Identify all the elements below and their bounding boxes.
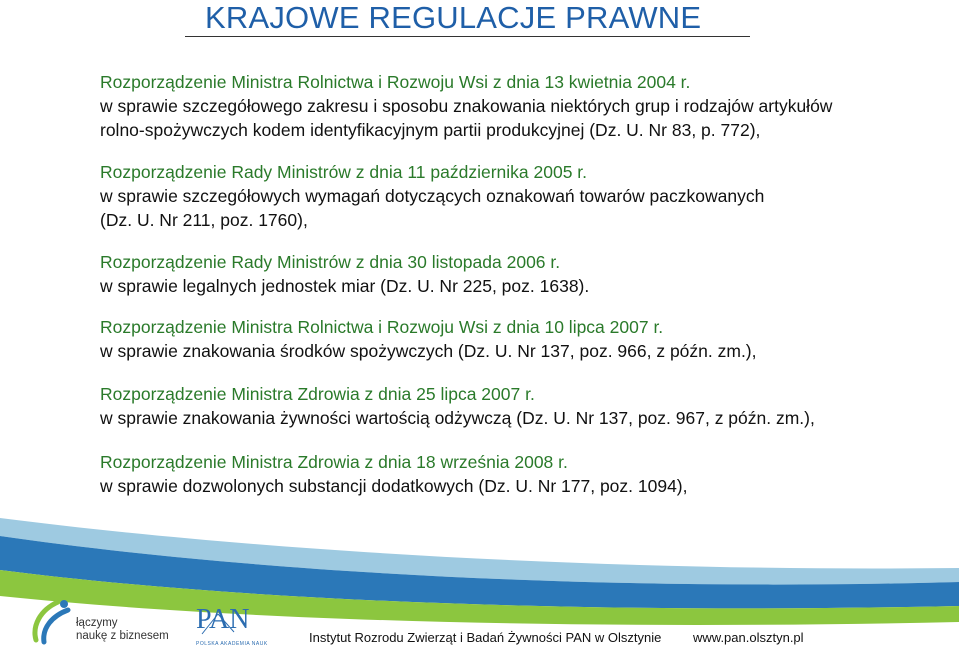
pan-logo-text: PAN <box>196 604 250 635</box>
regulation-heading: Rozporządzenie Ministra Zdrowia z dnia 25 lipca 2007 r. <box>100 384 535 404</box>
page-title: KRAJOWE REGULACJE PRAWNE <box>205 0 702 35</box>
pan-logo-icon <box>196 600 254 640</box>
regulation-entry <box>100 382 815 430</box>
regulation-entry <box>100 250 589 298</box>
regulation-description: w sprawie szczegółowych wymagań dotyczących oznakowań towarów paczkowanych (Dz. U. Nr 211, poz. 1760), <box>100 186 765 230</box>
title-underline <box>185 36 750 37</box>
regulation-heading: Rozporządzenie Ministra Rolnictwa i Rozwoju Wsi z dnia 13 kwietnia 2004 r. <box>100 72 691 92</box>
laczymy-logo-icon <box>30 596 74 648</box>
regulation-description: w sprawie znakowania żywności wartością odżywczą (Dz. U. Nr 137, poz. 967, z późn. zm.), <box>100 408 815 428</box>
regulation-description: w sprawie szczegółowego zakresu i sposobu znakowania niektórych grup i rodzajów artykułów rolno-spożywczych kodem identyfikacyjnym partii produkcyjnej (Dz. U. Nr 83, p. 772), <box>100 96 833 140</box>
regulation-description: w sprawie znakowania środków spożywczych (Dz. U. Nr 137, poz. 966, z późn. zm.), <box>100 341 757 361</box>
regulation-description: w sprawie legalnych jednostek miar (Dz. U. Nr 225, poz. 1638). <box>100 276 590 296</box>
regulation-heading: Rozporządzenie Ministra Zdrowia z dnia 18 września 2008 r. <box>100 452 568 472</box>
regulation-description: w sprawie dozwolonych substancji dodatkowych (Dz. U. Nr 177, poz. 1094), <box>100 476 688 496</box>
regulation-heading: Rozporządzenie Rady Ministrów z dnia 30 listopada 2006 r. <box>100 252 561 272</box>
regulation-heading: Rozporządzenie Ministra Rolnictwa i Rozwoju Wsi z dnia 10 lipca 2007 r. <box>100 317 664 337</box>
regulation-entry <box>100 315 757 363</box>
laczymy-logo-text: łączymy naukę z biznesem <box>76 617 169 642</box>
regulation-entry <box>100 450 688 498</box>
regulation-entry <box>100 70 832 142</box>
institute-name: Instytut Rozrodu Zwierząt i Badań Żywności PAN w Olsztynie <box>309 630 662 645</box>
regulation-entry <box>100 160 764 232</box>
pan-subtitle: POLSKA AKADEMIA NAUK <box>196 641 268 647</box>
regulation-heading: Rozporządzenie Rady Ministrów z dnia 11 października 2005 r. <box>100 162 588 182</box>
institute-url: www.pan.olsztyn.pl <box>693 630 804 645</box>
